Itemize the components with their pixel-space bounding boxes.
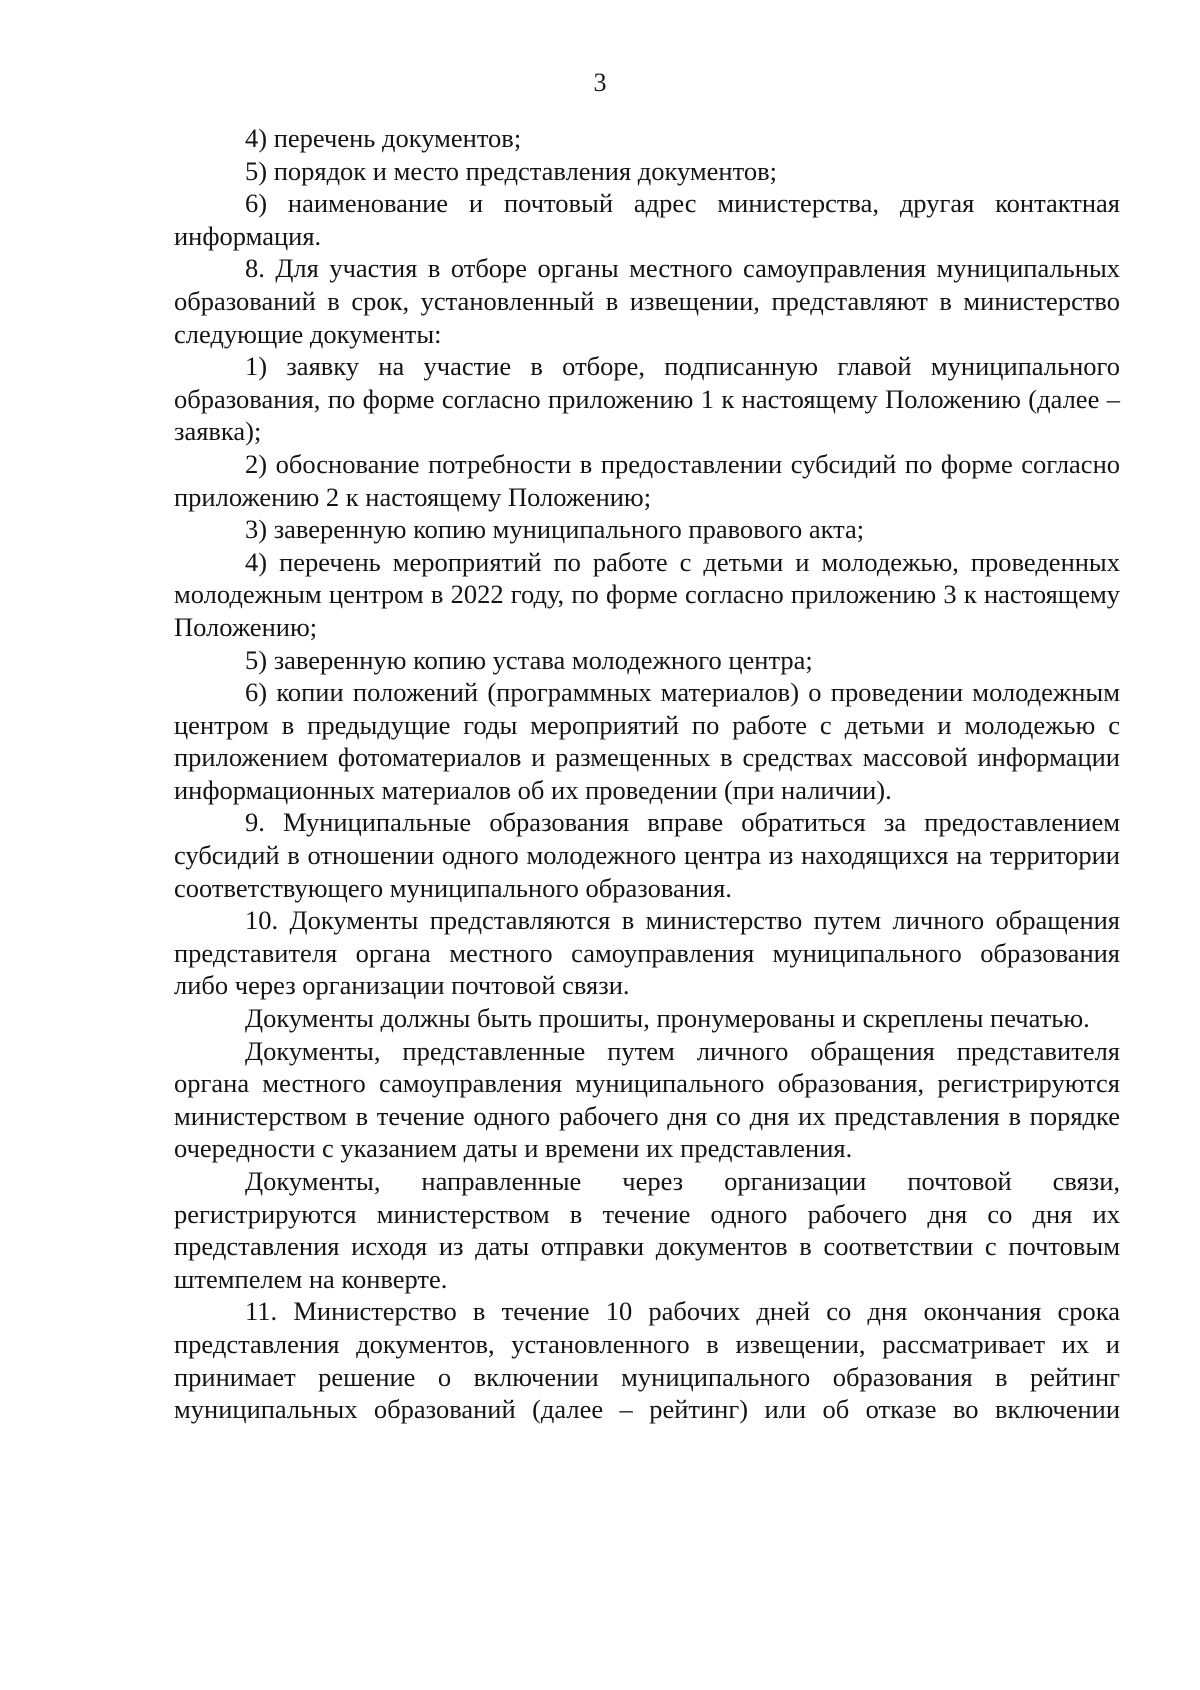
paragraph: 3) заверенную копию муниципального правового акта; bbox=[245, 514, 865, 545]
paragraph: Документы должны быть прошиты, пронумерованы и скреплены печатью. bbox=[245, 1003, 1090, 1034]
paragraph: 5) порядок и место представления документов; bbox=[245, 155, 777, 186]
paragraph: 11. Министерство в течение 10 рабочих дней со дня окончания срока представления документов, установленного в извещении, рассматривает их и принимает решение о включении муниципального образования в рейтинг муниципальных образований (далее – рейтинг) или об отказе во включении bbox=[174, 1296, 1120, 1425]
paragraph: 4) перечень документов; bbox=[245, 123, 522, 153]
paragraph: 8. Для участия в отборе органы местного самоуправления муниципальных образований в срок, установленный в извещении, представляют в министерство следующие документы: bbox=[174, 253, 1120, 349]
document-body bbox=[174, 122, 1120, 1426]
paragraph: 6) наименование и почтовый адрес министерства, другая контактная информация. bbox=[174, 188, 1120, 251]
paragraph: 10. Документы представляются в министерство путем личного обращения представителя органа местного самоуправления муниципального образования либо через организации почтовой связи. bbox=[174, 905, 1120, 1001]
paragraph: Документы, направленные через организации почтовой связи, регистрируются министерством в течение одного рабочего дня со дня их представления исходя из даты отправки документов в соответствии с почтовым штемпелем на конверте. bbox=[174, 1166, 1120, 1294]
paragraph: 9. Муниципальные образования вправе обратиться за предоставлением субсидий в отношении одного молодежного центра из находящихся на территории соответствующего муниципального образования. bbox=[174, 807, 1120, 903]
paragraph: 5) заверенную копию устава молодежного центра; bbox=[245, 644, 813, 675]
paragraph: 2) обоснование потребности в предоставлении субсидий по форме согласно приложению 2 к настоящему Положению; bbox=[174, 448, 1120, 512]
paragraph: 6) копии положений (программных материалов) о проведении молодежным центром в предыдущие годы мероприятий по работе с детьми и молодежью с приложением фотоматериалов и размещенных в средствах массовой информации информационных материалов об их проведении (при наличии). bbox=[174, 677, 1120, 805]
paragraph: Документы, представленные путем личного обращения представителя органа местного самоуправления муниципального образования, регистрируются министерством в течение одного рабочего дня со дня их представления в порядке очередности с указанием даты и времени их представления. bbox=[174, 1035, 1120, 1164]
paragraph: 1) заявку на участие в отборе, подписанную главой муниципального образования, по форме согласно приложению 1 к настоящему Положению (далее – заявка); bbox=[174, 351, 1120, 447]
page-number: 3 bbox=[593, 68, 607, 97]
paragraph: 4) перечень мероприятий по работе с детьми и молодежью, проведенных молодежным центром в 2022 году, по форме согласно приложению 3 к настоящему Положению; bbox=[174, 546, 1120, 642]
